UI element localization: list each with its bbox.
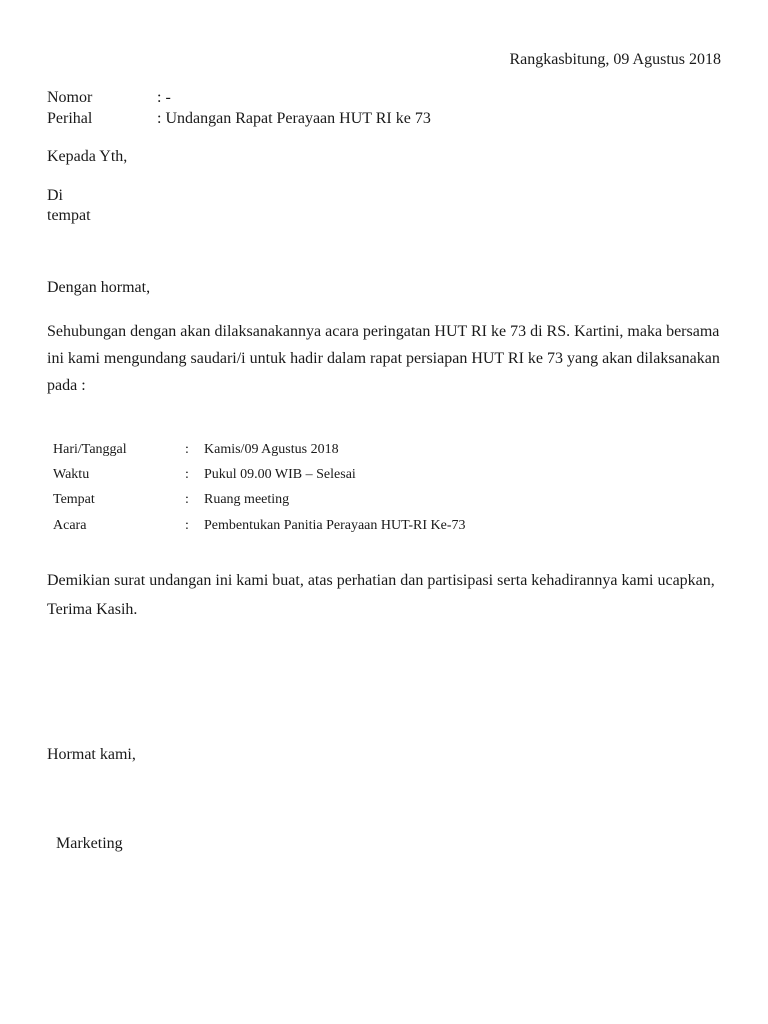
closing-greeting: Hormat kami, <box>47 746 136 763</box>
detail-label: Hari/Tanggal <box>53 442 127 457</box>
detail-colon: : <box>185 492 189 507</box>
location-line-1: Di <box>47 187 63 204</box>
detail-value: Kamis/09 Agustus 2018 <box>204 442 339 457</box>
nomor-label: Nomor <box>47 89 93 106</box>
recipient-line: Kepada Yth, <box>47 148 128 165</box>
detail-value: Pukul 09.00 WIB – Selesai <box>204 467 356 482</box>
detail-label: Tempat <box>53 492 95 507</box>
closing-paragraph: Demikian surat undangan ini kami buat, atas perhatian dan partisipasi serta kehadirannya kami ucapkan, Terima Kasih. <box>47 572 715 618</box>
opening-paragraph: Sehubungan dengan akan dilaksanakannya acara peringatan HUT RI ke 73 di RS. Kartini, maka bersama ini kami mengundang saudari/i untuk hadir dalam rapat persiapan HUT RI ke 73 yang akan dilaksanakan pada : <box>47 323 720 394</box>
detail-label: Acara <box>53 518 87 533</box>
detail-colon: : <box>185 467 189 482</box>
salutation: Dengan hormat, <box>47 279 151 296</box>
signatory: Marketing <box>56 835 123 852</box>
detail-value: Pembentukan Panitia Perayaan HUT-RI Ke-73 <box>204 518 466 533</box>
perihal-value: : Undangan Rapat Perayaan HUT RI ke 73 <box>157 110 431 127</box>
detail-value: Ruang meeting <box>204 492 290 507</box>
detail-colon: : <box>185 518 189 533</box>
detail-colon: : <box>185 442 189 457</box>
nomor-value: : - <box>157 89 171 106</box>
location-line-2: tempat <box>47 207 91 224</box>
detail-label: Waktu <box>53 467 90 482</box>
perihal-label: Perihal <box>47 110 93 127</box>
letter-date: Rangkasbitung, 09 Agustus 2018 <box>509 51 721 68</box>
